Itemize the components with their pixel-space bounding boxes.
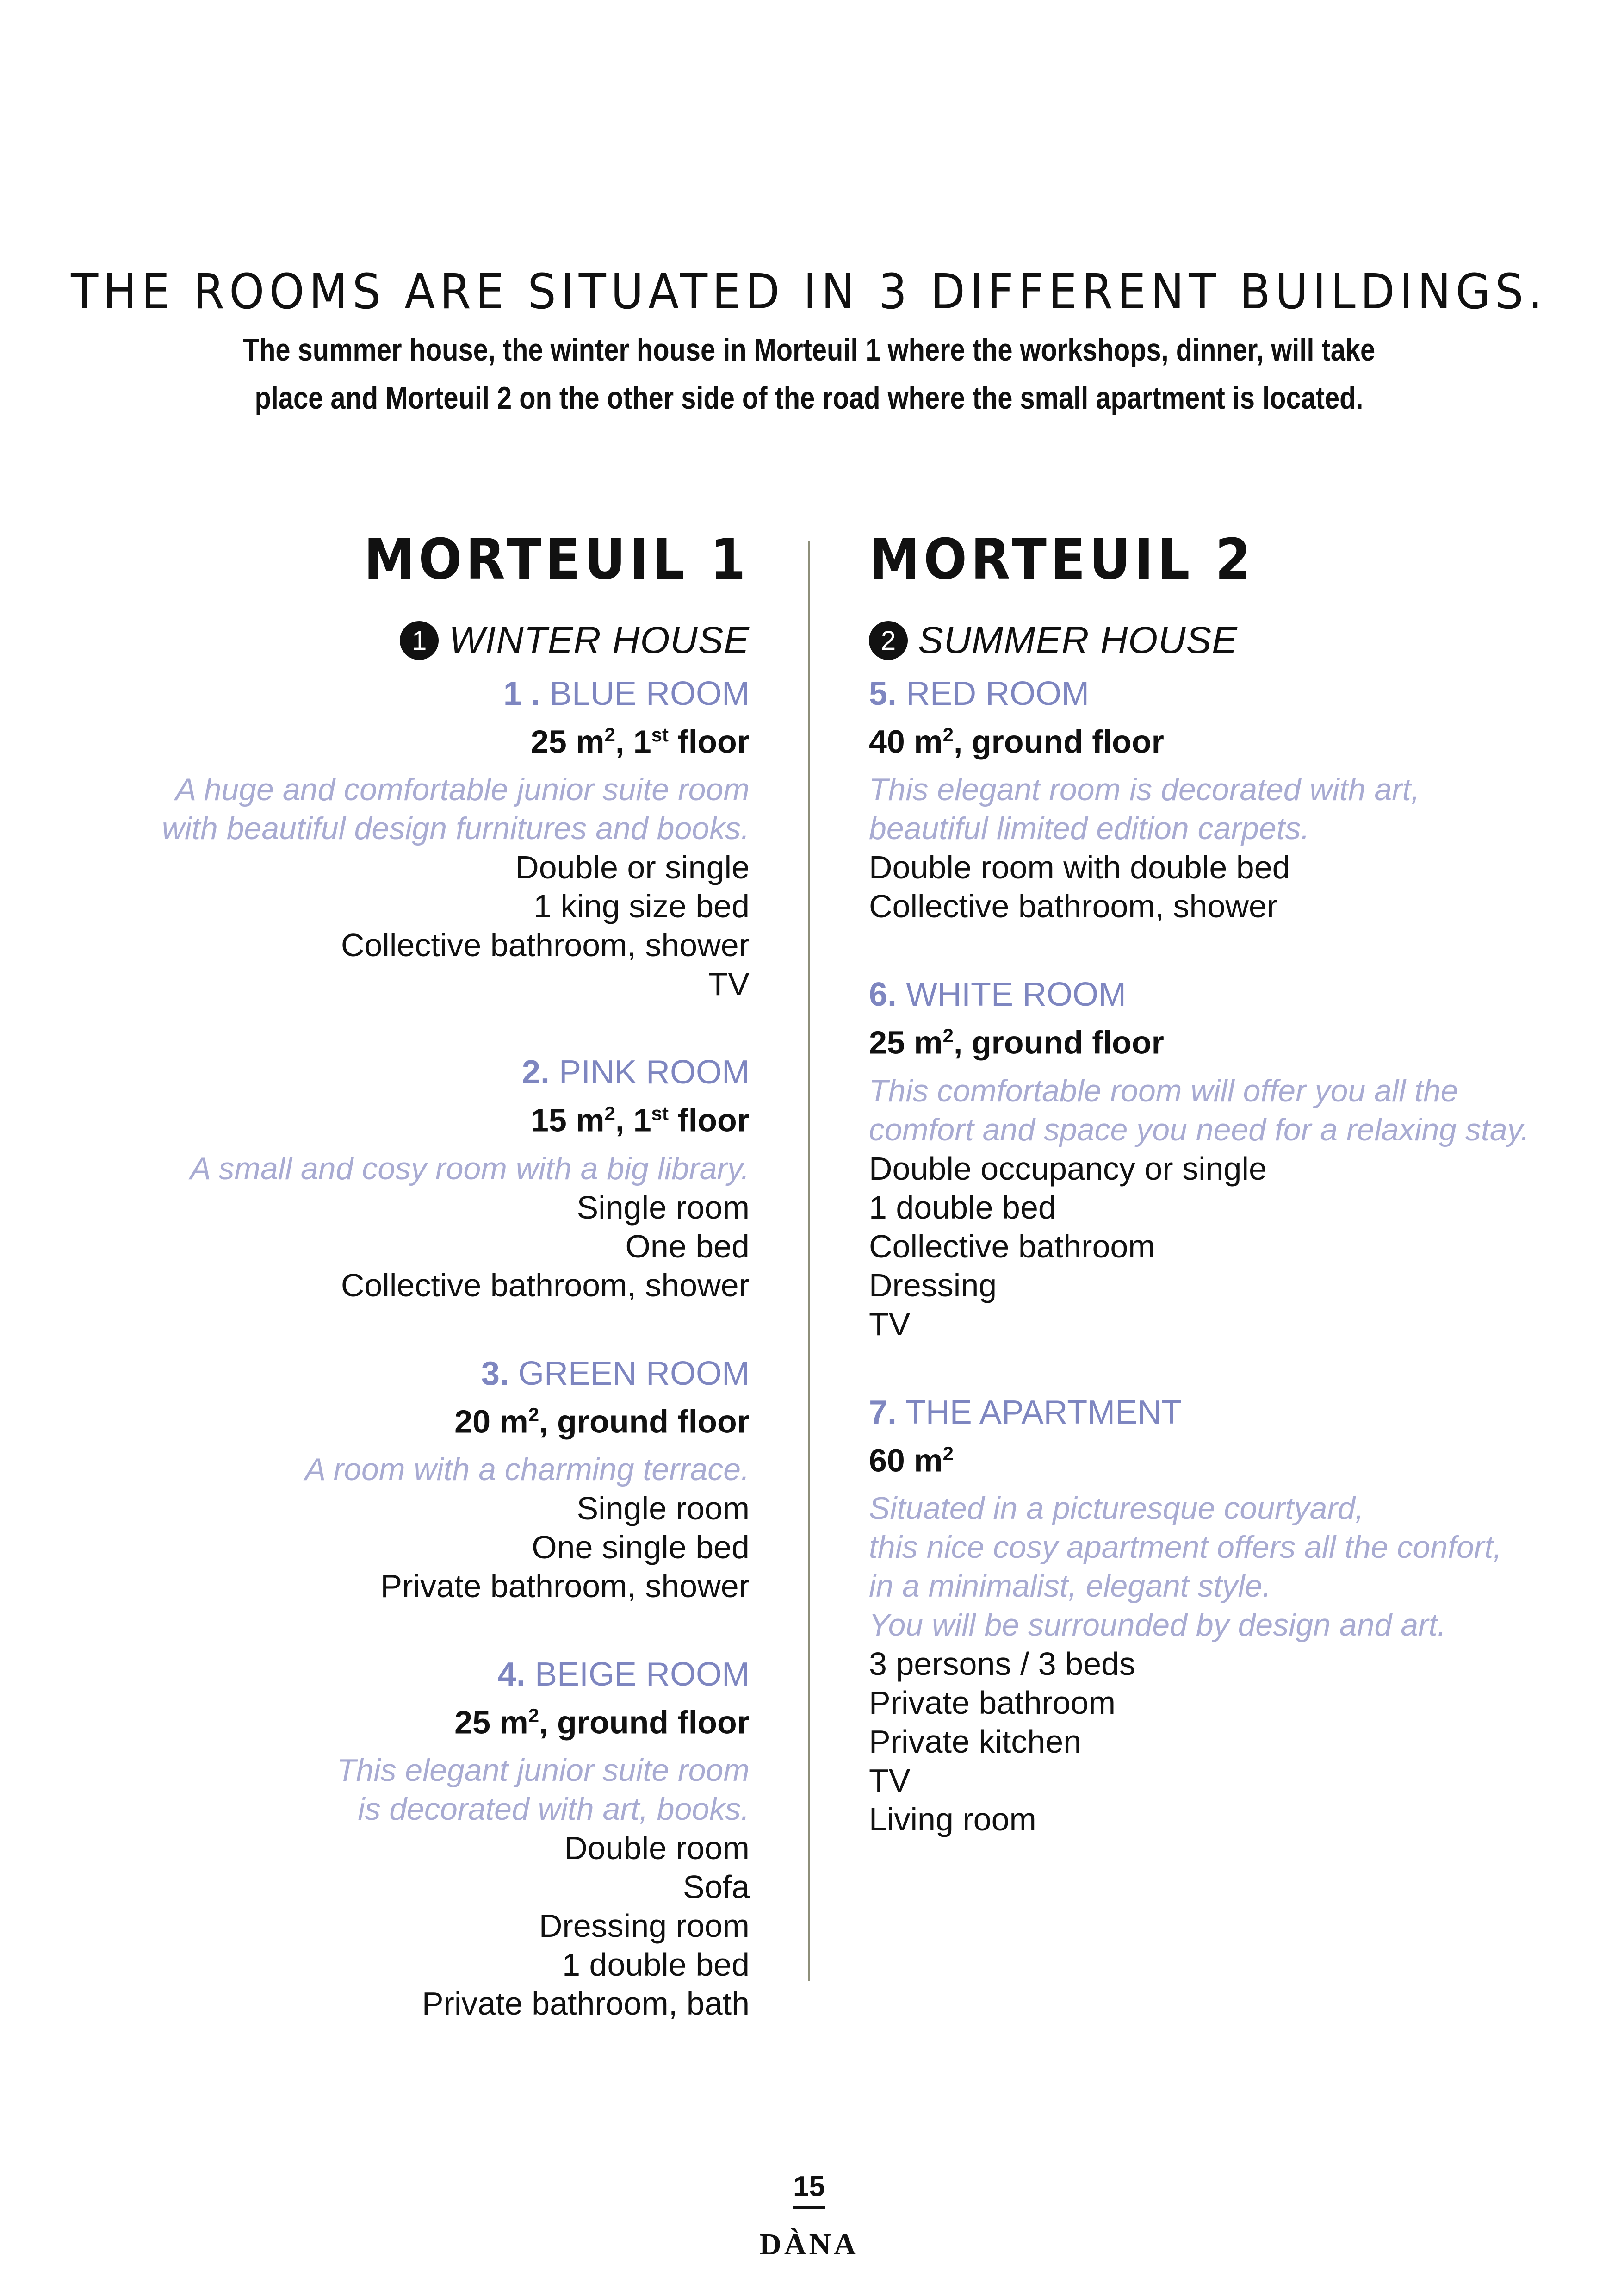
feature-item: Double room [564,1830,750,1867]
feature-item: Dressing [869,1267,997,1303]
feature-item: Single room [577,1490,750,1526]
morteuil-1-column [148,523,750,2023]
room-size [148,715,750,762]
brand-logo: DÀNA [759,2228,859,2261]
room-features [869,1149,1470,1344]
feature-item: Dressing room [539,1908,750,1944]
room-title [869,974,1470,1015]
page-footer [0,2171,1618,2262]
room-size [148,1093,750,1140]
superscript: 2 [942,1442,954,1464]
room-description [148,1751,750,1829]
room-description [869,1071,1530,1149]
description-line: Situated in a picturesque courtyard, [869,1490,1364,1526]
room-number: 4. [497,1655,526,1693]
room-number: 2. [521,1054,550,1091]
feature-item: Private bathroom, bath [422,1985,750,2022]
description-line: This elegant room is decorated with art, [869,772,1420,808]
superscript: 2 [604,1102,615,1125]
superscript: st [651,1102,669,1125]
room-entry [148,1052,750,1304]
feature-item: Double room with double bed [869,849,1290,886]
room-entry [148,673,750,1003]
room-area: 20 m [454,1403,528,1439]
feature-item: Double or single [515,849,750,886]
superscript: 2 [942,1025,954,1047]
superscript: st [651,724,669,746]
description-line: beautiful limited edition carpets. [869,811,1310,846]
room-description [869,1489,1502,1644]
feature-item: 1 double bed [869,1189,1056,1226]
room-features [148,1489,750,1605]
room-number: 5. [869,675,897,712]
room-features [869,848,1470,926]
room-area: 15 m [530,1102,605,1139]
room-number: 7. [869,1394,897,1431]
intro-line: place and Morteuil 2 on the other side of the road where the small apartment is located. [254,380,1364,416]
description-line: A small and cosy room with a big library. [190,1151,750,1186]
room-floor: , ground floor [539,1704,750,1741]
feature-item: TV [869,1306,911,1342]
room-entry [148,1353,750,1605]
room-area: 25 m [530,723,605,760]
room-floor: , 1 [615,1102,651,1139]
room-size [869,1015,1470,1063]
intro-text [121,326,1496,422]
house-name: WINTER HOUSE [449,619,750,661]
feature-item: One single bed [532,1529,750,1565]
feature-item: Private kitchen [869,1723,1082,1760]
feature-item: Collective bathroom [869,1228,1155,1264]
superscript: 2 [528,1403,539,1425]
house-heading [148,617,750,664]
room-area: 25 m [454,1704,528,1741]
room-entry [869,1392,1502,1839]
house-number-badge: 1 [400,621,439,660]
superscript: 2 [528,1704,539,1726]
superscript: 2 [942,724,954,746]
house-heading [869,617,1470,664]
feature-item: Collective bathroom, shower [341,1267,750,1303]
room-name: GREEN ROOM [518,1355,750,1392]
feature-item: Single room [577,1189,750,1226]
room-list [869,673,1530,1839]
house-name: SUMMER HOUSE [918,619,1238,661]
room-floor: , 1 [615,723,651,760]
superscript: 2 [604,724,615,746]
room-title [148,1353,750,1394]
page-title: THE ROOMS ARE SITUATED IN 3 DIFFERENT BUILDINGS. [71,263,1547,320]
feature-item: Collective bathroom, shower [341,927,750,964]
feature-item: 3 persons / 3 beds [869,1645,1135,1682]
room-number: 3. [481,1355,509,1392]
feature-item: TV [869,1762,911,1798]
room-floor: , ground floor [539,1403,750,1439]
room-name: BEIGE ROOM [534,1655,750,1693]
room-entry [869,974,1530,1343]
room-floor: , ground floor [953,1024,1164,1061]
room-area: 25 m [869,1024,943,1061]
room-title [869,673,1470,715]
description-line: You will be surrounded by design and art. [869,1607,1446,1643]
feature-item: Double occupancy or single [869,1150,1267,1187]
description-line: with beautiful design furnitures and books. [161,811,750,846]
description-line: comfort and space you need for a relaxing stay. [869,1112,1530,1147]
feature-item: Collective bathroom, shower [869,888,1278,925]
page-number: 15 [793,2171,825,2209]
room-floor: floor [669,723,750,760]
room-area: 60 m [869,1442,943,1478]
intro-line: The summer house, the winter house in Morteuil 1 where the workshops, dinner, will take [242,332,1376,367]
room-size [148,1695,750,1742]
room-size [869,1433,1470,1481]
feature-item: 1 double bed [562,1947,750,1983]
room-name: THE APARTMENT [905,1394,1182,1431]
morteuil-2-column [869,523,1530,1839]
room-number: 1 . [503,675,540,712]
room-size [148,1394,750,1442]
feature-item: Sofa [683,1869,750,1905]
room-features [148,848,750,1003]
column-divider [808,541,810,1981]
description-line: A huge and comfortable junior suite room [175,772,750,808]
room-description [148,1450,750,1489]
room-number: 6. [869,976,897,1014]
building-title: MORTEUIL 1 [364,528,750,592]
room-description [869,770,1470,848]
room-entry [869,673,1470,926]
feature-item: Private bathroom [869,1684,1116,1721]
room-features [148,1188,750,1305]
room-floor: , ground floor [953,723,1164,760]
room-name: BLUE ROOM [549,675,750,712]
description-line: This comfortable room will offer you all the [869,1073,1458,1108]
feature-item: TV [708,966,750,1002]
room-title [148,673,750,715]
room-name: RED ROOM [906,675,1090,712]
room-title [148,1052,750,1093]
room-floor: floor [669,1102,750,1139]
feature-item: One bed [625,1228,750,1264]
room-name: WHITE ROOM [906,976,1127,1014]
feature-item: Private bathroom, shower [380,1568,750,1604]
description-line: is decorated with art, books. [358,1792,750,1827]
description-line: this nice cosy apartment offers all the confort, [869,1529,1502,1565]
page-header [0,259,1618,422]
room-list [148,673,750,2023]
room-features [869,1644,1470,1839]
description-line: in a minimalist, elegant style. [869,1568,1271,1604]
description-line: A room with a charming terrace. [304,1451,750,1487]
house-number-badge: 2 [869,621,908,660]
room-description [148,1149,750,1188]
feature-item: 1 king size bed [533,888,750,925]
description-line: This elegant junior suite room [336,1753,750,1788]
room-size [869,715,1470,762]
room-features [148,1829,750,2023]
room-entry [148,1654,750,2023]
room-description [148,770,750,848]
room-area: 40 m [869,723,943,760]
feature-item: Living room [869,1801,1036,1837]
room-title [148,1654,750,1695]
room-name: PINK ROOM [558,1054,750,1091]
building-title: MORTEUIL 2 [869,528,1255,592]
room-title [869,1392,1470,1433]
